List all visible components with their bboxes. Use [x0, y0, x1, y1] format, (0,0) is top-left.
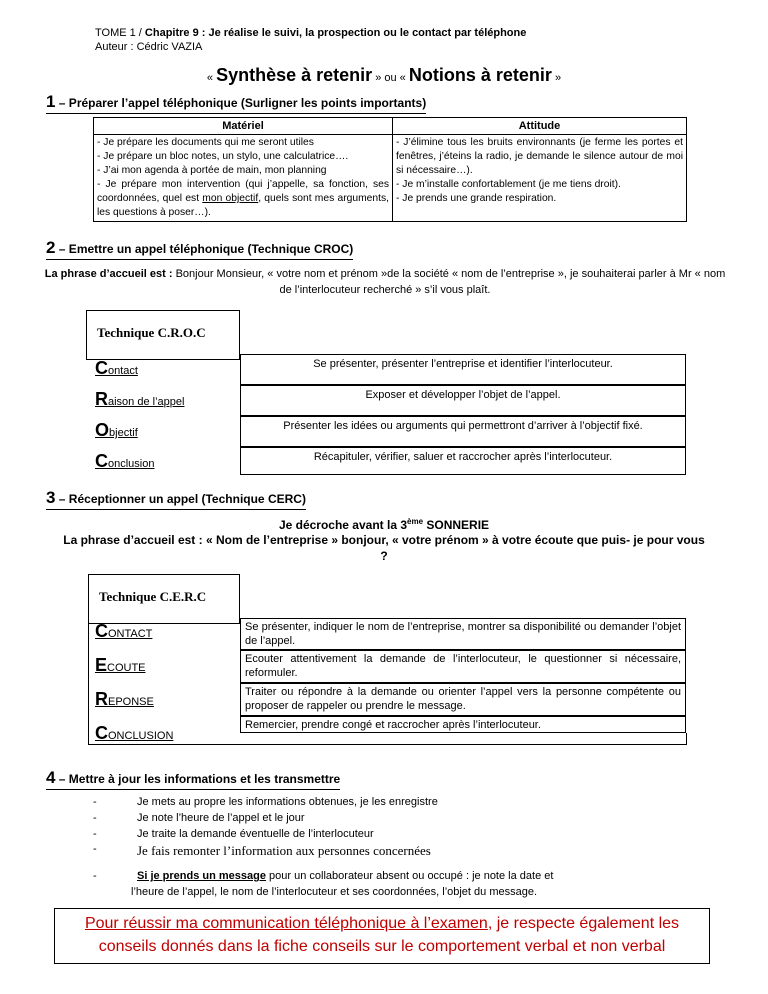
cerc-letter-e: ECOUTE	[95, 655, 146, 675]
croc-letter-r: Raison de l’appel	[95, 389, 185, 409]
section-3-heading: 3 – Réceptionner un appel (Technique CERC)	[46, 488, 306, 510]
croc-letter-c2: Conclusion	[95, 451, 155, 471]
croc-desc-contact: Se présenter, présenter l’entreprise et identifier l’interlocuteur.	[240, 354, 686, 385]
cerc-letter-c2: CONCLUSION	[95, 723, 174, 743]
synthese-title: « Synthèse à retenir » ou « Notions à retenir »	[206, 65, 562, 85]
croc-letter-c: Contact	[95, 358, 138, 378]
section-4-heading: 4 – Mettre à jour les informations et les transmettre	[46, 768, 340, 790]
exam-advice-box: Pour réussir ma communication téléphonique à l’examen, je respecte également les conseils donnés dans la fiche conseils sur le comportement verbal et non verbal	[54, 908, 710, 964]
header-chapter: TOME 1 / Chapitre 9 : Je réalise le suivi, la prospection ou le contact par téléphone	[95, 27, 527, 39]
croc-letter-o: Objectif	[95, 420, 138, 440]
croc-technique-box: Technique C.R.O.C	[86, 310, 240, 360]
croc-desc-conclusion: Récapituler, vérifier, saluer et raccrocher après l’interlocuteur.	[240, 447, 686, 475]
cerc-letter-c: CONTACT	[95, 621, 153, 641]
document-header	[95, 26, 526, 54]
col-materiel: Matériel	[94, 118, 393, 135]
header-author: Auteur : Cédric VAZIA	[95, 41, 203, 53]
section-2-heading: 2 – Emettre un appel téléphonique (Technique CROC)	[46, 238, 353, 260]
cerc-letter-r: REPONSE	[95, 689, 154, 709]
cerc-desc-reponse: Traiter ou répondre à la demande ou orienter l’appel vers la personne compétente ou proposer de rappeler ou prendre le message.	[240, 683, 686, 716]
croc-desc-raison: Exposer et développer l’objet de l’appel.	[240, 385, 686, 416]
col-attitude: Attitude	[393, 118, 687, 135]
cerc-bottom-border	[88, 744, 687, 745]
materiel-cell: - Je prépare les documents qui me seront utiles - Je prépare un bloc notes, un stylo, une calculatrice…. - J’ai mon agenda à portée de main, mon planning - Je prépare mon intervention (qui j’appelle, sa fonction, ses coordonnées, quel est mon objectif, quels sont mes arguments, les questions à poser…).	[94, 135, 393, 222]
croc-accueil-phrase: La phrase d’accueil est : Bonjour Monsieur, « votre nom et prénom »de la société « nom de l’entreprise », je souhaiterai parler à Mr « nom de l’interlocuteur recherché » s’il vous plaît.	[44, 268, 726, 296]
cerc-technique-box: Technique C.E.R.C	[88, 574, 240, 624]
cerc-desc-ecoute: Ecouter attentivement la demande de l’interlocuteur, le questionner si nécessaire, reformuler.	[240, 650, 686, 683]
cerc-decroche: Je décroche avant la 3ème SONNERIE	[278, 517, 490, 532]
cerc-right-border	[686, 733, 687, 745]
cerc-accueil-phrase: La phrase d’accueil est : « Nom de l’entreprise » bonjour, « votre prénom » à votre écoute que puis- je pour vous ?	[63, 533, 705, 563]
section-1-heading: 1 – Préparer l’appel téléphonique (Surligner les points importants)	[46, 92, 426, 114]
cerc-desc-conclusion: Remercier, prendre congé et raccrocher après l’interlocuteur.	[240, 716, 686, 733]
cerc-desc-contact: Se présenter, indiquer le nom de l’entreprise, montrer sa disponibilité ou demander l’objet de l’appel.	[240, 618, 686, 650]
message-item: - Si je prends un message pour un collaborateur absent ou occupé : je note la date et l’heure de l’appel, le nom de l’interlocuteur et ses coordonnées, l’objet du message.	[93, 870, 554, 898]
preparation-table	[93, 117, 687, 222]
croc-desc-objectif: Présenter les idées ou arguments qui permettront d’arriver à l’objectif fixé.	[240, 416, 686, 447]
cerc-left-border	[88, 624, 89, 745]
attitude-cell: - J’élimine tous les bruits environnants (je ferme les portes et fenêtres, j’éteins la radio, je demande le silence autour de moi si nécessaire…). - Je m’installe confortablement (je me tiens droit). - Je prends une grande respiration.	[393, 135, 687, 222]
